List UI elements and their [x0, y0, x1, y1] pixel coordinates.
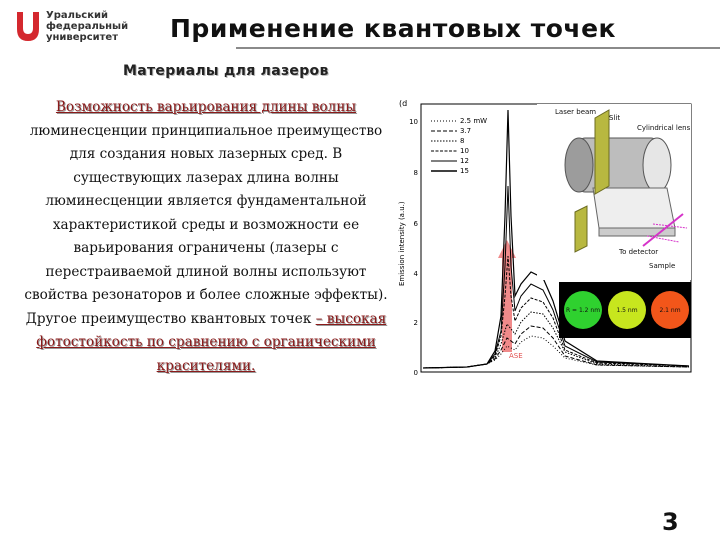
highlight-wavelength: Возможность варьирования длины волны — [55, 99, 357, 115]
legend-entry: 12 — [460, 157, 469, 165]
legend-entry: 8 — [460, 137, 465, 145]
logo-line: федеральный — [46, 21, 129, 32]
logo-line: Уральский — [46, 10, 108, 21]
urfu-emblem-icon — [14, 10, 40, 46]
y-tick-label: 2 — [413, 319, 418, 327]
y-tick-label: 0 — [413, 369, 418, 377]
logo-text — [46, 10, 128, 43]
y-tick-label: 10 — [409, 118, 418, 126]
qd-dot-label: 2.1 nm — [659, 307, 681, 314]
qd-dot-label: 1.5 nm — [616, 307, 638, 314]
legend-entry: 10 — [460, 147, 469, 155]
label-laser-beam: Laser beam — [555, 108, 597, 116]
y-axis-label: Emission intensity (a.u.) — [398, 201, 406, 286]
ase-label: ASE — [509, 352, 523, 360]
y-tick-label: 8 — [413, 169, 418, 177]
label-sample: Sample — [649, 262, 676, 270]
slit-plate-lower — [575, 206, 587, 252]
slide-subtitle: Материалы для лазеров — [123, 63, 329, 79]
body-main-text: люминесценции принципиальное преимущество для создания новых лазерных сред. В существующих лазерах длина волны люминесценции является фундаментальной характеристикой среды и возможности ее варьирования ограничены (лазеры с перестраиваемой длиной волны используют свойства резонаторов и более сложные эффекты). Другое преимущество квантовых точек — [24, 122, 388, 327]
emission-spectra-graph — [397, 96, 695, 382]
body-paragraph — [22, 96, 390, 378]
page-number: 3 — [662, 508, 679, 536]
corner-label: (d — [399, 99, 408, 108]
highlight-photostability: – высокая фотостойкость по сравнению с органическими красителями. — [36, 310, 387, 374]
slide-title: Применение квантовых точек — [170, 14, 617, 43]
qd-dot-label: R = 1.2 nm — [565, 307, 601, 314]
legend-entry: 2.5 mW — [460, 117, 488, 125]
title-divider — [236, 47, 720, 49]
label-to-detector: To detector — [619, 248, 659, 256]
label-slit: Slit — [609, 114, 621, 122]
slit-plate — [595, 110, 609, 194]
legend-entry: 15 — [460, 167, 469, 175]
university-logo — [14, 8, 129, 48]
y-tick-label: 4 — [413, 270, 418, 278]
setup-inset — [537, 104, 691, 280]
label-cylindrical-lens: Cylindrical lens — [637, 124, 691, 132]
logo-line: университет — [46, 32, 119, 43]
sample-block — [593, 188, 675, 228]
emission-figure — [397, 96, 695, 382]
y-tick-label: 6 — [413, 220, 418, 228]
legend-entry: 3.7 — [460, 127, 472, 135]
